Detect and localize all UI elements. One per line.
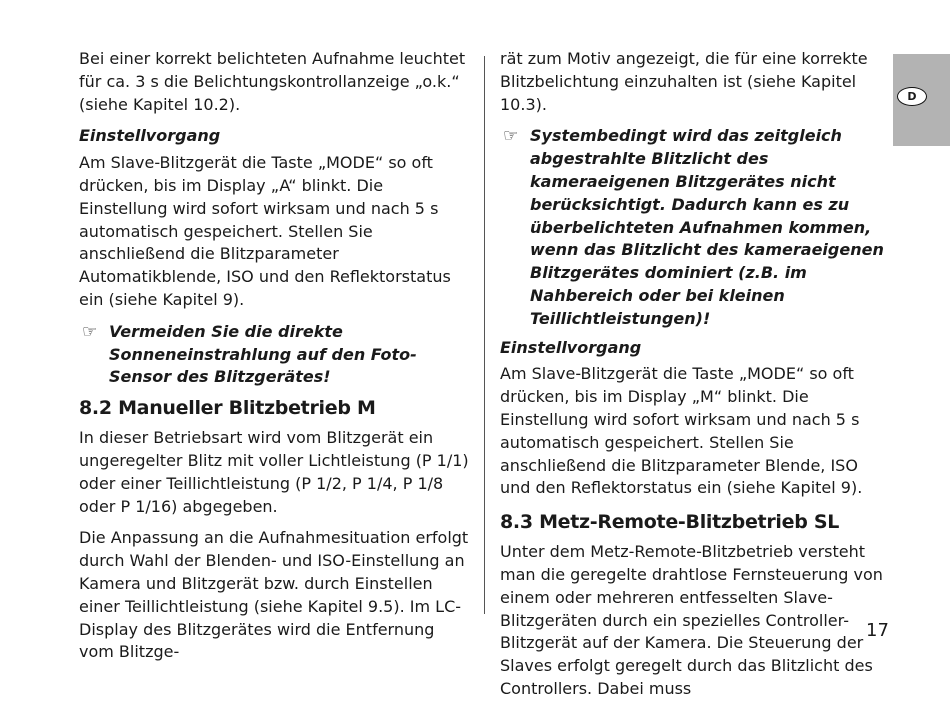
- left-column: [79, 48, 471, 673]
- paragraph: rät zum Motiv angezeigt, die für eine korrekte Blitzbelichtung einzuhalten ist (siehe Kapitel 10.3).: [500, 49, 868, 114]
- subheading: Einstellvorgang: [500, 337, 642, 357]
- subheading: Einstellvorgang: [79, 126, 221, 146]
- paragraph: Am Slave-Blitzgerät die Taste „MODE“ so oft drücken, bis im Display „M“ blinkt. Die Einstellung wird sofort wirksam und nach 5 s automatisch gespeichert. Stellen Sie anschließend die Blitzparameter Blende, ISO und den Reflektorstatus ein (siehe Kapitel 9).: [500, 364, 863, 498]
- paragraph: Bei einer korrekt belichteten Aufnahme leuchtet für ca. 3 s die Belichtungskontrollanzeige „o.k.“ (siehe Kapitel 10.2).: [79, 49, 466, 114]
- note: [79, 321, 471, 389]
- section-heading: 8.3 Metz-Remote-Blitzbetrieb SL: [500, 511, 840, 534]
- pointing-hand-icon: ☞: [82, 321, 98, 342]
- language-badge: D: [897, 87, 927, 106]
- note-text: Systembedingt wird das zeitgleich abgestrahlte Blitzlicht des kameraeigenen Blitzgerätes nicht berücksichtigt. Dadurch kann es zu überbelichteten Aufnahmen kommen, wenn das Blitzlicht des kameraeigenen Blitzgerätes dominiert (z.B. im Nahbereich oder bei kleinen Teillichtleistungen)!: [530, 126, 884, 328]
- paragraph: Die Anpassung an die Aufnahmesituation erfolgt durch Wahl der Blenden- und ISO-Einstellung an Kamera und Blitzgerät bzw. durch Einstellen einer Teillichtleistung (siehe Kapitel 9.5). Im LC-Display des Blitzgerätes wird die Entfernung vom Blitzge-: [79, 528, 469, 662]
- note-text: Vermeiden Sie die direkte Sonneneinstrahlung auf den Foto-Sensor des Blitzgerätes!: [109, 321, 417, 387]
- note: [500, 125, 888, 330]
- column-divider: [484, 56, 485, 614]
- paragraph: In dieser Betriebsart wird vom Blitzgerät ein ungeregelter Blitz mit voller Lichtleistung (P 1/1) oder einer Teillichtleistung (P 1/2, P 1/4, P 1/8 oder P 1/16) abgegeben.: [79, 428, 469, 516]
- right-column: [500, 48, 888, 710]
- paragraph: Unter dem Metz-Remote-Blitzbetrieb versteht man die geregelte drahtlose Fernsteuerung von einem oder mehreren entfesselten Slave-Blitzgeräten durch ein spezielles Controller-Blitzgerät auf der Kamera. Die Steuerung der Slaves erfolgt geregelt durch das Blitzlicht des Controllers. Dabei muss: [500, 542, 883, 698]
- paragraph: Am Slave-Blitzgerät die Taste „MODE“ so oft drücken, bis im Display „A“ blinkt. Die Einstellung wird sofort wirksam und nach 5 s automatisch gespeichert. Stellen Sie anschließend die Blitzparameter Automatikblende, ISO und den Reflektorstatus ein (siehe Kapitel 9).: [79, 153, 451, 309]
- pointing-hand-icon: ☞: [503, 126, 519, 147]
- section-heading: 8.2 Manueller Blitzbetrieb M: [79, 397, 376, 420]
- page-number: 17: [866, 620, 889, 641]
